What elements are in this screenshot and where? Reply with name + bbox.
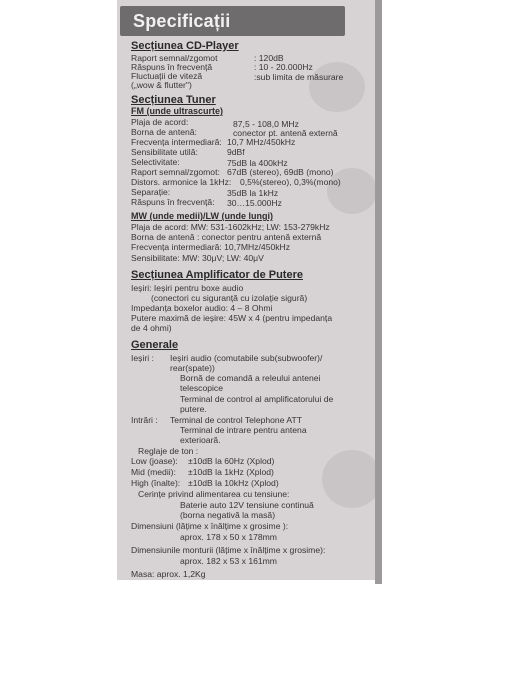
mw-if: Frecvența intermediară: 10,7MHz/450kHz: [131, 242, 291, 252]
mass: Masa: aprox. 1,2Kg: [131, 569, 206, 579]
fm-resp-value: 30…15.000Hz: [227, 198, 282, 208]
cd-freq-value: : 10 - 20.000Hz: [254, 62, 313, 72]
section-title-cd: Secțiunea CD-Player: [131, 40, 239, 52]
fm-range-value: 87,5 - 108,0 MHz: [233, 119, 299, 129]
general-outputs-6: putere.: [180, 404, 207, 414]
fm-if-label: Frecvența intermediară:: [131, 137, 222, 147]
fm-sens-label: Sensibilitate utilă:: [131, 147, 198, 157]
amp-power-note: de 4 ohmi): [131, 323, 172, 333]
cd-wow-value: :sub limita de măsurare: [254, 72, 344, 82]
fm-sens-value: 9dBf: [227, 147, 245, 157]
fm-subtitle: FM (unde ultrascurte): [131, 106, 224, 116]
section-title-tuner: Secțiunea Tuner: [131, 94, 216, 106]
amp-outputs: Ieșiri: Ieșiri pentru boxe audio: [131, 283, 244, 293]
fm-snr-value: 67dB (stereo), 69dB (mono): [227, 167, 334, 177]
fm-antenna-value: conector pt. antenă externă: [233, 128, 338, 138]
fm-sep-label: Separație:: [131, 187, 171, 197]
background-stain: [309, 62, 365, 112]
tone-high-label: High (înalte):: [131, 478, 181, 488]
general-outputs-2: rear(spate)): [170, 363, 215, 373]
title-banner: [120, 6, 345, 36]
background-stain: [322, 450, 375, 508]
amp-power: Putere maximă de ieșire: 45W x 4 (pentru impedanța: [131, 313, 333, 323]
general-inputs-label: Intrări :: [131, 415, 158, 425]
tone-high-value: ±10dB la 10kHz (Xplod): [188, 478, 279, 488]
fm-antenna-label: Borna de antenă:: [131, 127, 197, 137]
cd-freq-label: Răspuns în frecvență: [131, 62, 213, 72]
cd-snr-label: Raport semnal/zgomot: [131, 53, 218, 63]
general-outputs-label: Ieșiri :: [131, 353, 154, 363]
mount-dimensions-label: Dimensiunile monturii (lățime x înălțime x grosime):: [131, 545, 326, 555]
fm-thd-value: 0,5%(stereo), 0,3%(mono): [240, 177, 341, 187]
fm-range-label: Plaja de acord:: [131, 117, 189, 127]
fm-resp-label: Răspuns în frecvență:: [131, 197, 215, 207]
page-spine: [375, 0, 382, 584]
tone-mid-value: ±10dB la 1kHz (Xplod): [188, 467, 274, 477]
general-outputs-5: Terminal de control al amplificatorului de: [180, 394, 334, 404]
general-outputs-4: telescopice: [180, 383, 223, 393]
tone-mid-label: Mid (medii):: [131, 467, 176, 477]
tone-label: Reglaje de ton :: [138, 446, 199, 456]
power-ground: (borna negativă la masă): [180, 510, 276, 520]
section-title-amp: Secțiunea Amplificator de Putere: [131, 269, 303, 281]
mw-subtitle: MW (unde medii)/LW (unde lungi): [131, 211, 273, 221]
general-inputs-2: Terminal de intrare pentru antena: [180, 425, 307, 435]
mw-antenna: Borna de antenă : conector pentru antenă externă: [131, 232, 322, 242]
cd-wow-label: Fluctuații de viteză: [131, 71, 203, 81]
power-battery: Baterie auto 12V tensiune continuă: [180, 500, 314, 510]
general-outputs-1: Ieșiri audio (comutabile sub(subwoofer)/: [170, 353, 323, 363]
general-inputs-3: exterioară.: [180, 435, 221, 445]
fm-if-value: 10,7 MHz/450kHz: [227, 137, 296, 147]
general-inputs-1: Terminal de control Telephone ATT: [170, 415, 303, 425]
dimensions-value: aprox. 178 x 50 x 178mm: [180, 532, 277, 542]
tone-low-label: Low (joase):: [131, 456, 178, 466]
amp-impedance: Impedanța boxelor audio: 4 – 8 Ohmi: [131, 303, 273, 313]
fm-sel-value: 75dB la 400kHz: [227, 158, 288, 168]
cd-snr-value: : 120dB: [254, 53, 284, 63]
section-title-general: Generale: [131, 339, 179, 351]
page-title: Specificații: [133, 11, 231, 31]
dimensions-label: Dimensiuni (lățime x înălțime x grosime ):: [131, 521, 289, 531]
general-outputs-3: Bornă de comandă a releului antenei: [180, 373, 321, 383]
background-stain: [327, 168, 375, 214]
cd-wow-label-2: („wow & flutter"): [131, 80, 192, 90]
mw-range: Plaja de acord: MW: 531-1602kHz; LW: 153-279kHz: [131, 222, 330, 232]
fm-sep-value: 35dB la 1kHz: [227, 188, 279, 198]
mw-sens: Sensibilitate: MW: 30μV; LW: 40μV: [131, 253, 264, 263]
amp-outputs-note: (conectori cu siguranță cu izolație sigură): [151, 293, 308, 303]
fm-thd-label: Distors. armonice la 1kHz:: [131, 177, 232, 187]
tone-low-value: ±10dB la 60Hz (Xplod): [188, 456, 275, 466]
fm-sel-label: Selectivitate:: [131, 157, 180, 167]
mount-dimensions-value: aprox. 182 x 53 x 161mm: [180, 556, 277, 566]
power-requirements: Cerințe privind alimentarea cu tensiune:: [138, 489, 290, 499]
fm-snr-label: Raport semnal/zgomot:: [131, 167, 220, 177]
